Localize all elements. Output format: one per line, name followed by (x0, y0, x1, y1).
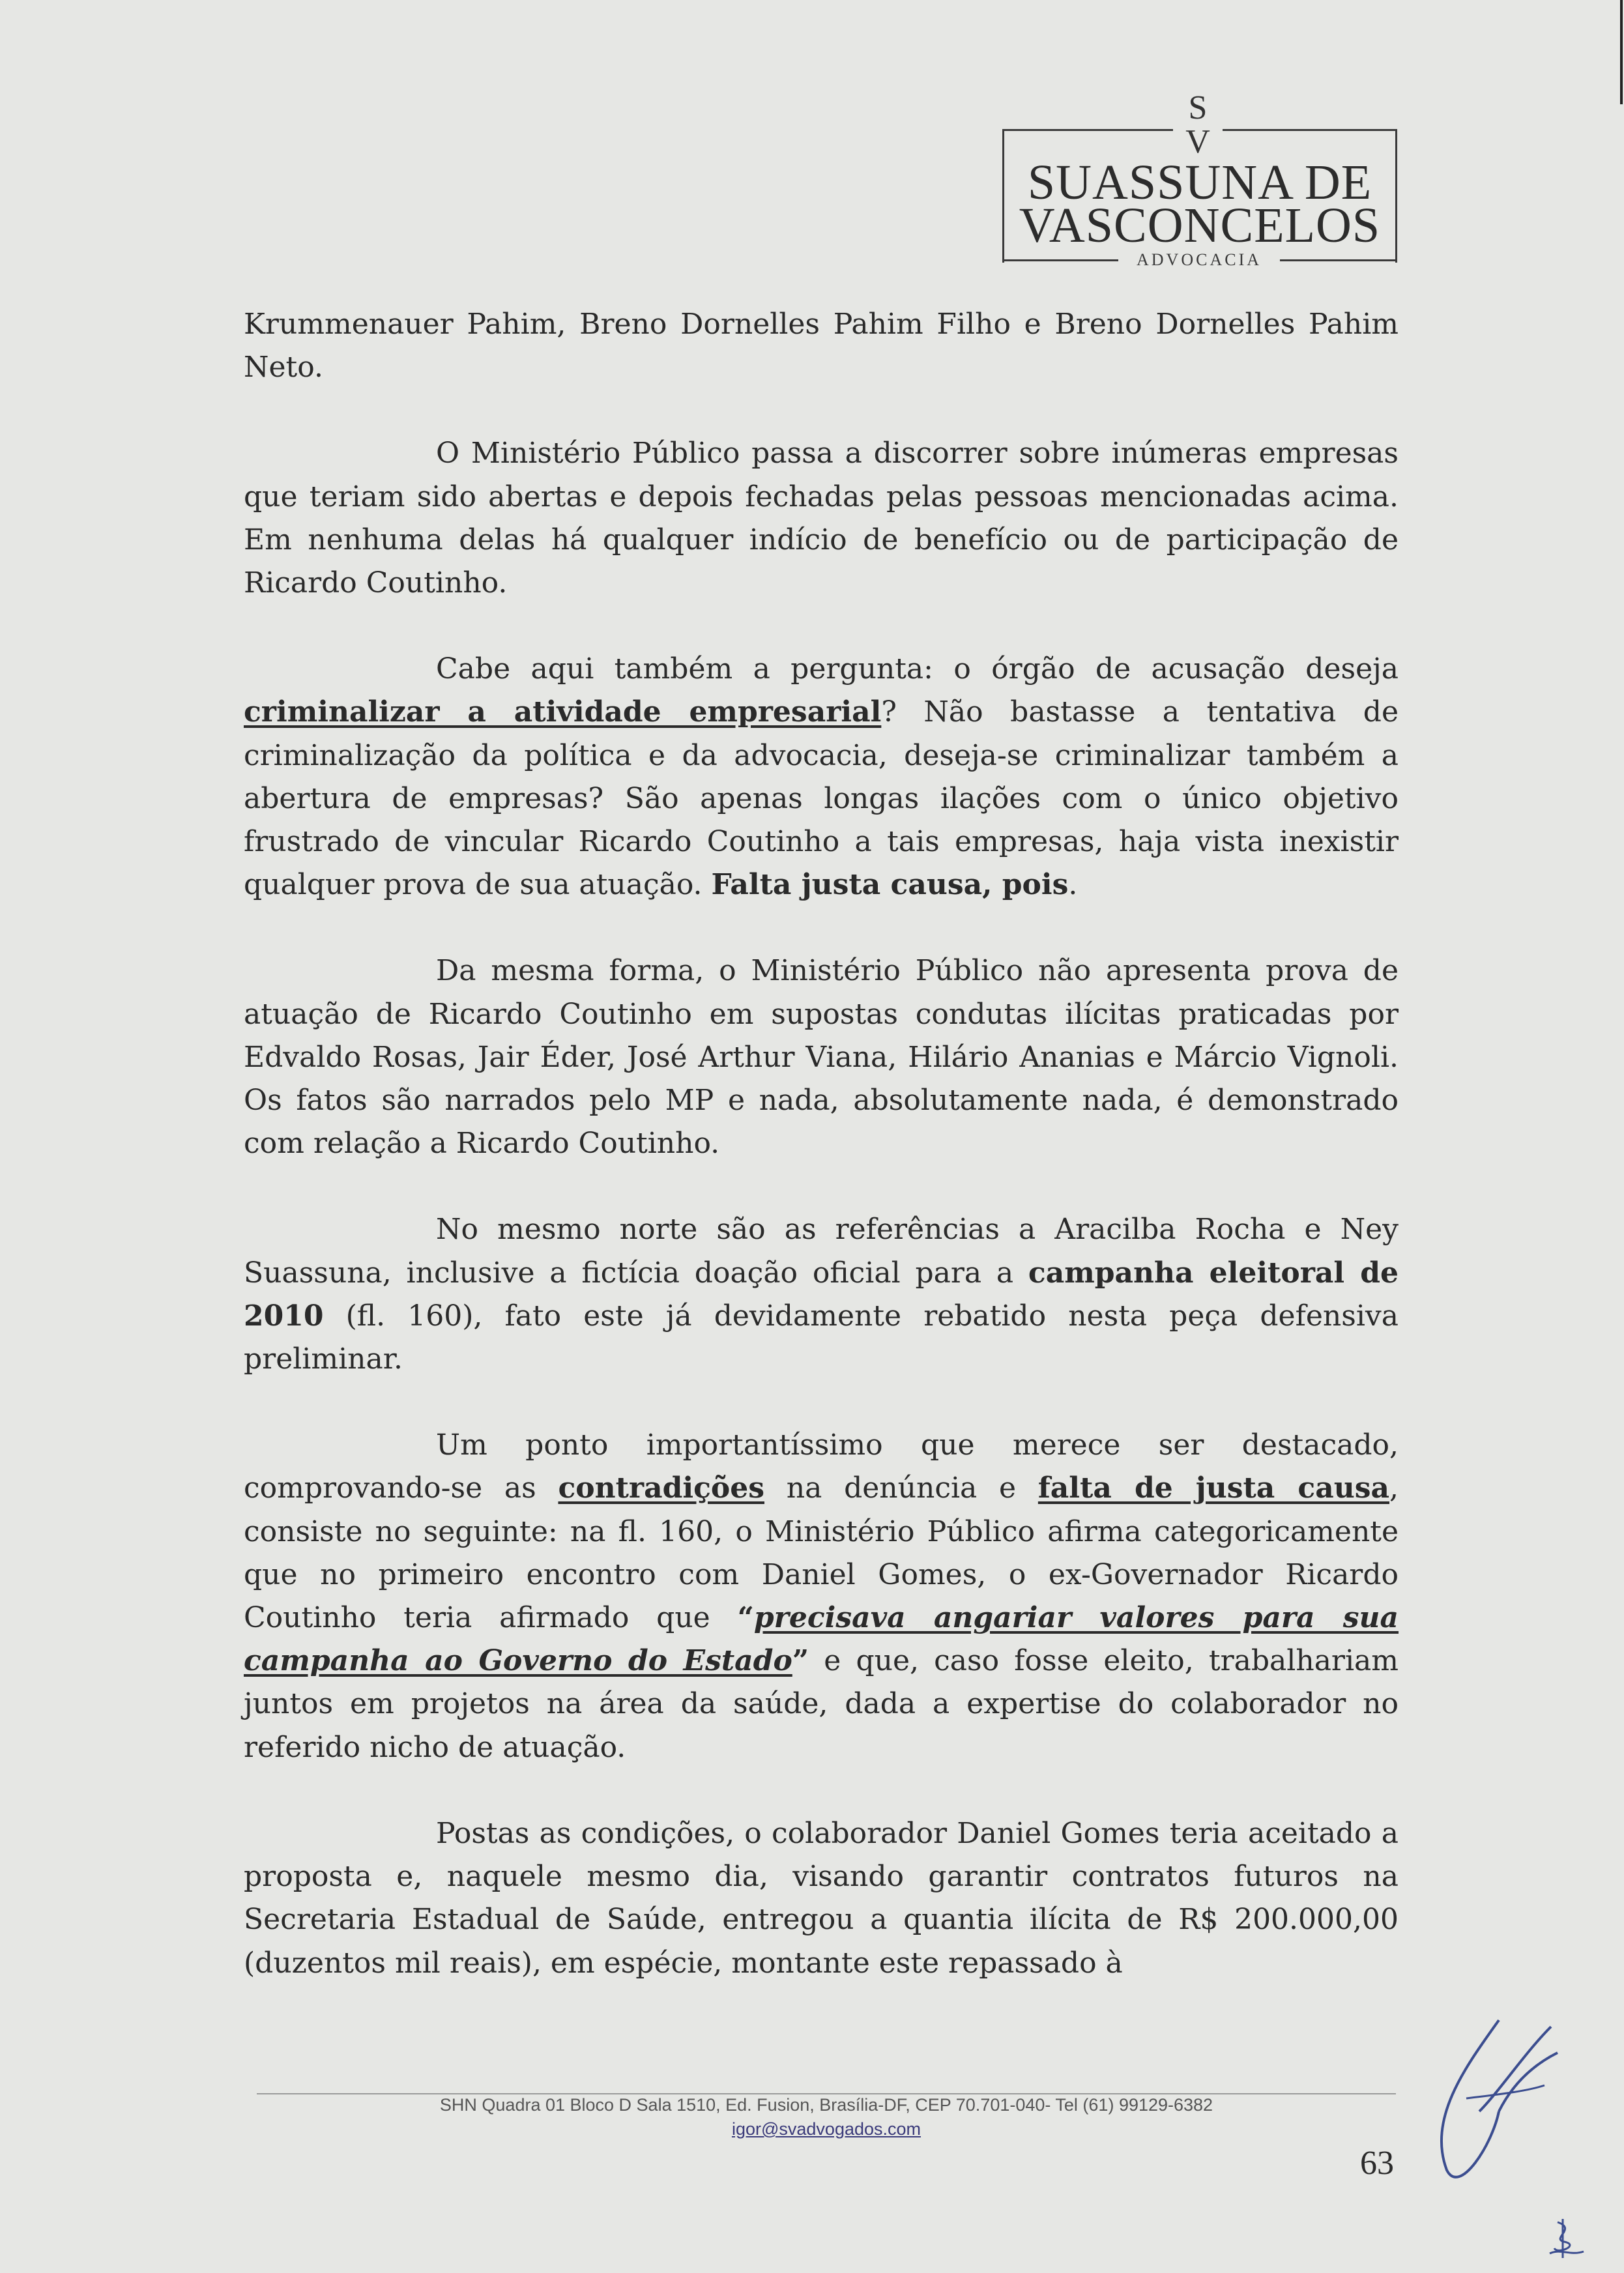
paragraph-6-text-d: e que, caso fosse eleito, trabalhariam juntos em projetos na área da saúde, dada a expertise do colaborador no referido nicho de atuação. (244, 1644, 1399, 1764)
handwritten-initials (1544, 2216, 1590, 2261)
paragraph-6-text-a: Um ponto importantíssimo que merece ser destacado, comprovando-se as (244, 1428, 1399, 1505)
letterhead-logo (1002, 89, 1395, 269)
paragraph-6-text-c: , consiste no seguinte: na fl. 160, o Ministério Público afirma categoricamente que no primeiro encontro com Daniel Gomes, o ex-Governador Ricardo Coutinho teria afirmado que (244, 1471, 1399, 1635)
emphasis-falta-de-justa-causa: falta de justa causa (1037, 1471, 1389, 1505)
emphasis-falta-justa-causa: Falta justa causa, pois (711, 868, 1069, 902)
paragraph-3-text-c: . (1068, 868, 1078, 902)
logo-monogram-s: S (1188, 89, 1208, 126)
paragraph-5-text-b: (fl. 160), fato este já devidamente rebatido nesta peça defensiva preliminar. (244, 1299, 1399, 1376)
page-edge-mark (1620, 0, 1623, 104)
quote-close: ” (792, 1644, 809, 1678)
quote-open: “ (737, 1601, 754, 1635)
footer-address: SHN Quadra 01 Bloco D Sala 1510, Ed. Fusion, Brasília-DF, CEP 70.701-040- Tel (61) 99129-6382 (439, 2095, 1213, 2115)
emphasis-quote: precisava angariar valores para sua campanha ao Governo do Estado (244, 1601, 1399, 1678)
logo-subtitle: ADVOCACIA (1137, 250, 1262, 269)
paragraph-5 (244, 1208, 1399, 1381)
paragraph-4: Da mesma forma, o Ministério Público não apresenta prova de atuação de Ricardo Coutinho em supostas condutas ilícitas praticadas por Edvaldo Rosas, Jair Éder, José Arthur Viana, Hilário Ananias e Márcio Vignoli. Os fatos são narrados pelo MP e nada, absolutamente nada, é demonstrado com relação a Ricardo Coutinho. (244, 954, 1399, 1161)
paragraph-3-text-b: ? Não bastasse a tentativa de criminalização da política e da advocacia, deseja-se criminalizar também a abertura de empresas? São apenas longas ilações com o único objetivo frustrado de vincular Ricardo Coutinho a tais empresas, haja vista inexistir qualquer prova de sua atuação. (244, 695, 1399, 902)
emphasis-criminalizar: criminalizar a atividade empresarial (244, 695, 882, 729)
paragraph-2: O Ministério Público passa a discorrer sobre inúmeras empresas que teriam sido abertas e depois fechadas pelas pessoas mencionadas acima. Em nenhuma delas há qualquer indício de benefício ou de participação de Ricardo Coutinho. (244, 437, 1399, 600)
logo-rule-right (1280, 259, 1397, 261)
paragraph-7: Postas as condições, o colaborador Daniel Gomes teria aceitado a proposta e, naquele mesmo dia, visando garantir contratos futuros na Secretaria Estadual de Saúde, entregou a quantia ilícita de R$ 200.000,00 (duzentos mil reais), em espécie, montante este repassado à (244, 1816, 1399, 1980)
emphasis-campanha-eleitoral: campanha eleitoral de 2010 (244, 1256, 1399, 1333)
logo-name-line1: SUASSUNA DE (1027, 155, 1372, 210)
paragraph-5-text-a: No mesmo norte são as referências a Aracilba Rocha e Ney Suassuna, inclusive a fictícia doação oficial para a (244, 1213, 1399, 1290)
paragraph-1: Krummenauer Pahim, Breno Dornelles Pahim Filho e Breno Dornelles Pahim Neto. (244, 308, 1399, 384)
logo-name-line2: VASCONCELOS (1019, 198, 1381, 253)
paragraph-6-text-b: na denúncia e (764, 1471, 1038, 1505)
footer-rule (257, 2093, 1396, 2094)
paragraph-3-text-a: Cabe aqui também a pergunta: o órgão de acusação deseja (436, 652, 1399, 686)
emphasis-contradicoes: contradições (558, 1471, 764, 1505)
logo-monogram-v: V (1185, 123, 1210, 160)
footer-email-link[interactable]: igor@svadvogados.com (731, 2119, 921, 2139)
paragraph-3 (244, 648, 1399, 906)
paragraph-6 (244, 1424, 1399, 1769)
logo-rule-left (1002, 259, 1118, 261)
document-body (244, 303, 1399, 1985)
handwritten-signature (1401, 2014, 1571, 2183)
page-number: 63 (1360, 2145, 1394, 2182)
